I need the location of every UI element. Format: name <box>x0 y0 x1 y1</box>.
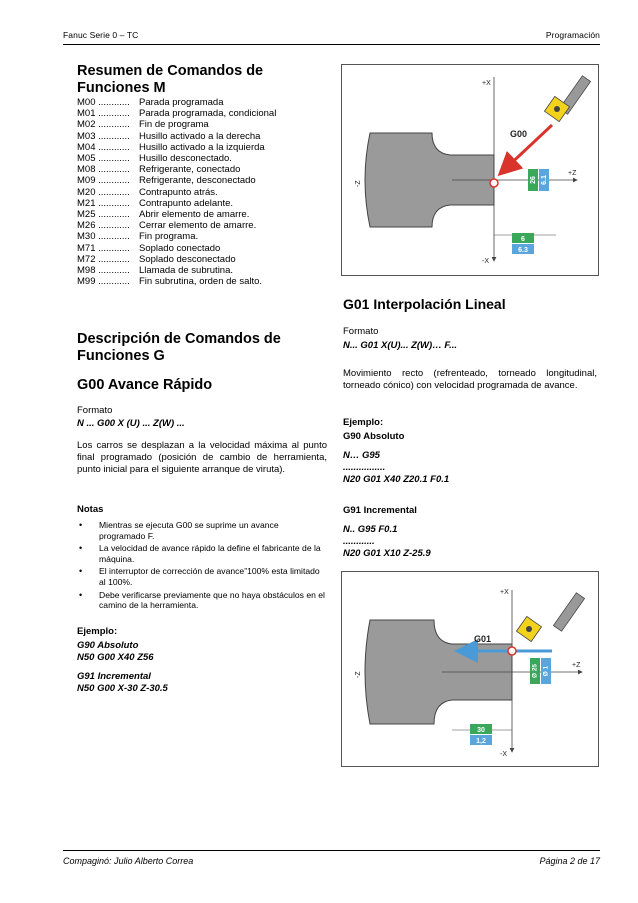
m-command-list <box>77 97 276 287</box>
dim-v1: 26 <box>529 176 537 184</box>
m-command-code: M99 ............ <box>77 276 130 288</box>
g00-abs-line: N50 G00 X40 Z56 <box>77 652 154 663</box>
footer-left: Compaginó: Julio Alberto Correa <box>63 856 194 866</box>
m-command-row <box>77 198 276 209</box>
g01-inc-line2: N20 G01 X10 Z-25.9 <box>343 548 431 559</box>
m-command-code: M05 ............ <box>77 153 130 165</box>
dim-h2: 6.3 <box>518 246 528 254</box>
m-command-desc: Fin de programa <box>139 119 209 131</box>
m-command-code: M26 ............ <box>77 220 130 232</box>
m-title-line1: Resumen de Comandos de <box>77 63 264 79</box>
g01-ejemplo-label: Ejemplo: <box>343 417 384 428</box>
m-command-row <box>77 276 276 287</box>
m-command-desc: Refrigerante, conectado <box>139 164 241 176</box>
m-command-desc: Refrigerante, desconectado <box>139 175 256 187</box>
g00-diagram-svg <box>342 65 598 275</box>
g00-notes-list <box>77 520 327 613</box>
note-item: • Debe verificarse previamente que no haya obstáculos en el camino de la herramienta. <box>77 590 327 611</box>
cutting-tool <box>544 76 590 122</box>
g00-formato-label: Formato <box>77 405 113 416</box>
note-item: • El interruptor de corrección de avance”100% esta limitado al 100%. <box>77 566 327 587</box>
g00-ejemplo-label: Ejemplo: <box>77 626 118 637</box>
axis-z-neg: -Z <box>355 671 362 678</box>
m-command-row <box>77 243 276 254</box>
notas-label: Notas <box>77 504 104 515</box>
m-command-code: M30 ............ <box>77 231 130 243</box>
m-command-code: M98 ............ <box>77 265 130 277</box>
dim-v1: Ø 25 <box>531 663 539 679</box>
m-command-code: M08 ............ <box>77 164 130 176</box>
m-command-code: M71 ............ <box>77 242 130 254</box>
m-command-desc: Cerrar elemento de amarre. <box>139 220 257 232</box>
axis-z-neg: -Z <box>355 180 362 187</box>
m-command-row <box>77 254 276 265</box>
dim-v2: 6.1 <box>540 175 548 185</box>
g01-formato-label: Formato <box>343 326 379 337</box>
g01-format: N... G01 X(U)... Z(W)… F... <box>343 340 457 351</box>
g00-description: Los carros se desplazan a la velocidad máxima al punto final programado (posición de cambio de herramienta, punto inicial para el siguiente arranque de viruta). <box>77 440 327 475</box>
m-command-code: M03 ............ <box>77 130 130 142</box>
g01-inc-dots: ............ <box>343 536 375 547</box>
g00-diagram <box>341 64 599 276</box>
m-command-row <box>77 231 276 242</box>
m-command-row <box>77 97 276 108</box>
m-command-code: M09 ............ <box>77 175 130 187</box>
axis-x-pos: +X <box>482 80 491 87</box>
axis-x-pos: +X <box>500 589 509 596</box>
m-command-desc: Soplado desconectado <box>139 253 236 265</box>
m-command-row <box>77 164 276 175</box>
g01-move-label: G01 <box>474 634 492 644</box>
m-command-row <box>77 119 276 130</box>
g01-description: Movimiento recto (refrenteado, torneado longitudinal, torneado cónico) con velocidad programada de avance. <box>343 368 597 391</box>
axis-x-neg: -X <box>482 258 489 265</box>
m-command-desc: Llamada de subrutina. <box>139 265 234 277</box>
m-command-desc: Husillo activado a la derecha <box>139 130 261 142</box>
axis-x-neg: -X <box>500 751 507 758</box>
note-item: • Mientras se ejecuta G00 se suprime un avance programado F. <box>77 520 327 541</box>
m-command-code: M01 ............ <box>77 108 130 120</box>
dim-h1: 6 <box>521 235 525 243</box>
m-command-row <box>77 131 276 142</box>
m-command-desc: Contrapunto adelante. <box>139 197 234 209</box>
footer-right: Página 2 de 17 <box>539 856 600 866</box>
g01-abs-line1: N… G95 <box>343 450 380 461</box>
m-command-code: M25 ............ <box>77 209 130 221</box>
m-command-desc: Husillo activado a la izquierda <box>139 141 265 153</box>
m-command-row <box>77 220 276 231</box>
axis-z-pos: +Z <box>568 170 577 177</box>
g01-inc-line1: N.. G95 F0.1 <box>343 524 398 535</box>
m-command-desc: Fin subrutina, orden de salto. <box>139 276 263 288</box>
m-command-desc: Parada programada, condicional <box>139 108 277 120</box>
g00-abs-label: G90 Absoluto <box>77 640 139 651</box>
dim-h2: 1,2 <box>476 737 486 745</box>
g-title-line2: Funciones G <box>77 348 165 364</box>
m-command-desc: Soplado conectado <box>139 242 221 254</box>
g00-inc-label: G91 Incremental <box>77 671 151 682</box>
m-command-code: M21 ............ <box>77 197 130 209</box>
dim-h1: 30 <box>477 726 485 734</box>
m-command-desc: Contrapunto atrás. <box>139 186 218 198</box>
m-command-row <box>77 175 276 186</box>
m-command-row <box>77 209 276 220</box>
m-command-row <box>77 153 276 164</box>
m-command-desc: Parada programada <box>139 97 224 108</box>
m-command-code: M00 ............ <box>77 97 130 108</box>
header-left: Fanuc Serie 0 – TC <box>63 30 139 40</box>
m-command-code: M20 ............ <box>77 186 130 198</box>
m-command-desc: Husillo desconectado. <box>139 153 232 165</box>
target-point <box>490 179 498 187</box>
m-command-desc: Fin programa. <box>139 231 199 243</box>
m-command-row <box>77 142 276 153</box>
m-command-desc: Abrir elemento de amarre. <box>139 209 250 221</box>
g00-title: G00 Avance Rápido <box>77 377 213 393</box>
m-command-row <box>77 187 276 198</box>
g01-diagram-svg <box>342 572 598 766</box>
start-point <box>508 647 516 655</box>
g01-diagram <box>341 571 599 767</box>
footer-rule <box>63 850 600 851</box>
g01-title: G01 Interpolación Lineal <box>343 296 506 312</box>
header-rule <box>63 44 600 45</box>
cutting-tool <box>516 593 584 642</box>
g01-abs-dots: ................ <box>343 462 386 473</box>
dim-v2: Ø 1 <box>542 665 550 677</box>
g-title-line1: Descripción de Comandos de <box>77 331 281 347</box>
m-command-code: M02 ............ <box>77 119 130 131</box>
m-command-code: M04 ............ <box>77 141 130 153</box>
g01-abs-label: G90 Absoluto <box>343 431 405 442</box>
axis-z-pos: +Z <box>572 662 581 669</box>
g01-inc-label: G91 Incremental <box>343 505 417 516</box>
g00-format: N ... G00 X (U) ... Z(W) ... <box>77 418 185 429</box>
m-command-code: M72 ............ <box>77 253 130 265</box>
m-command-row <box>77 265 276 276</box>
g00-move-label: G00 <box>510 129 528 139</box>
note-item: • La velocidad de avance rápido la define el fabricante de la máquina. <box>77 543 327 564</box>
g01-abs-line2: N20 G01 X40 Z20.1 F0.1 <box>343 474 450 485</box>
m-command-row <box>77 108 276 119</box>
m-title-line2: Funciones M <box>77 80 166 96</box>
g00-inc-line: N50 G00 X-30 Z-30.5 <box>77 683 168 694</box>
header-right: Programación <box>545 30 600 40</box>
